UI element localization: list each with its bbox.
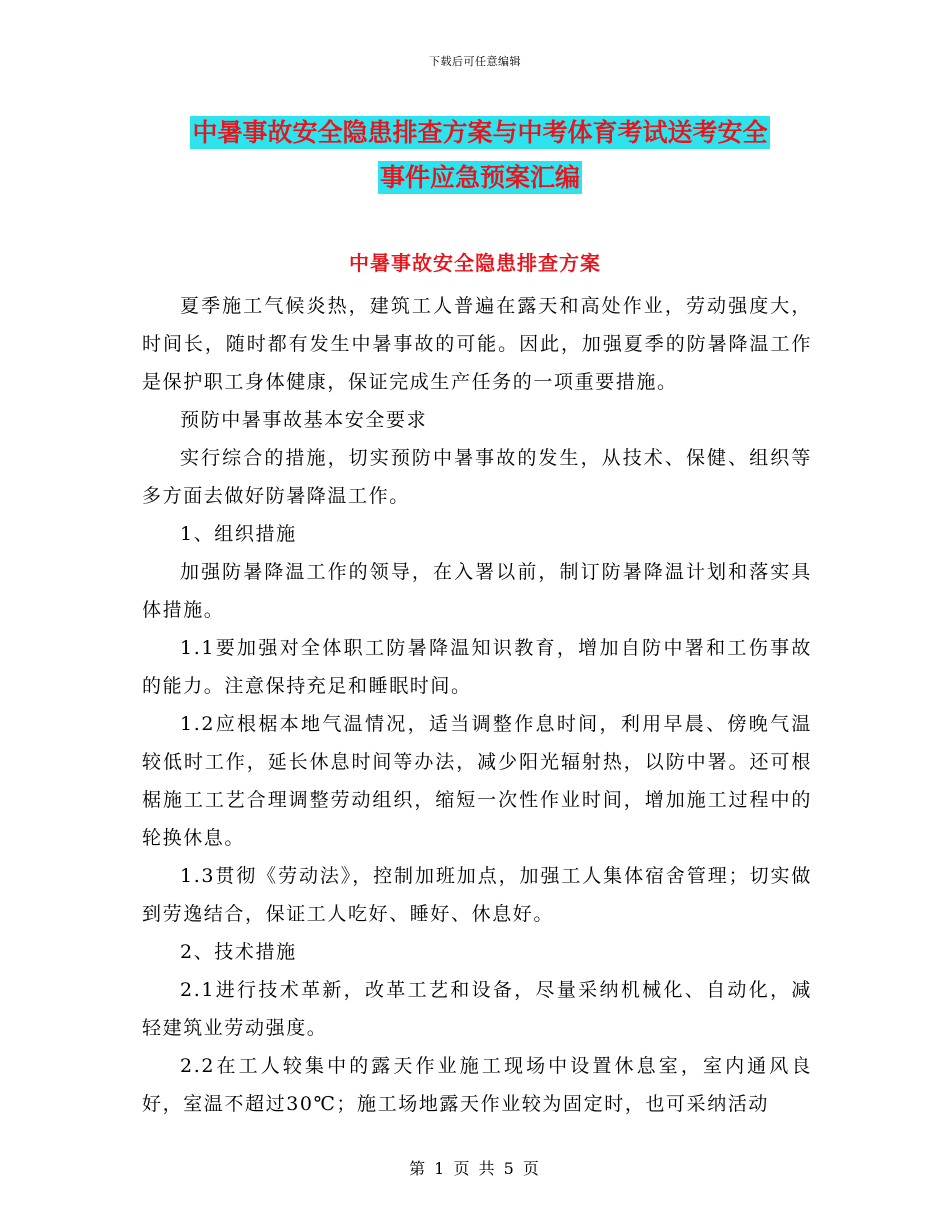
paragraph: 1.3贯彻《劳动法》，控制加班加点，加强工人集体宿舍管理；切实做到劳逸结合，保证工人吃好、睡好、休息好。 (142, 865, 812, 925)
paragraph: 实行综合的措施，切实预防中暑事故的发生，从技术、保健、组织等多方面去做好防暑降温工作。 (142, 447, 812, 507)
section-title: 中暑事故安全隐患排查方案 (349, 251, 601, 275)
paragraph: 1.2应根椐本地气温情况，适当调整作息时间，利用早晨、傍晚气温较低时工作，延长休息时间等办法，减少阳光辐射热，以防中署。还可根椐施工工艺合理调整劳动组织，缩短一次性作业时间，增加施工过程中的轮换休息。 (142, 713, 812, 849)
paragraph: 1.1要加强对全体职工防暑降温知识教育，增加自防中署和工伤事故的能力。注意保持充足和睡眠时间。 (142, 637, 812, 697)
document-title-line-1: 中暑事故安全隐患排查方案与中考体育考试送考安全 (192, 118, 768, 147)
paragraph: 2、技术措施 (180, 941, 297, 963)
paragraph: 夏季施工气候炎热，建筑工人普遍在露天和高处作业，劳动强度大，时间长，随时都有发生中暑事故的可能。因此，加强夏季的防暑降温工作是保护职工身体健康，保证完成生产任务的一项重要措施。 (142, 295, 812, 393)
document-body (142, 287, 812, 1123)
paragraph: 2.2在工人较集中的露天作业施工现场中设置休息室，室内通风良好，室温不超过30℃；施工场地露天作业较为固定时，也可采纳活动 (142, 1055, 812, 1115)
page-number-footer: 第 1 页 共 5 页 (409, 1159, 541, 1178)
header-note: 下载后可任意编辑 (429, 55, 521, 68)
document-title (140, 110, 820, 200)
paragraph: 预防中暑事故基本安全要求 (180, 409, 428, 431)
paragraph: 加强防暑降温工作的领导，在入署以前，制订防暑降温计划和落实具体措施。 (142, 561, 812, 621)
document-title-line-2: 事件应急预案汇编 (379, 163, 580, 192)
paragraph: 2.1进行技术革新，改革工艺和设备，尽量采纳机械化、自动化，减轻建筑业劳动强度。 (142, 979, 812, 1039)
paragraph: 1、组织措施 (180, 523, 297, 545)
